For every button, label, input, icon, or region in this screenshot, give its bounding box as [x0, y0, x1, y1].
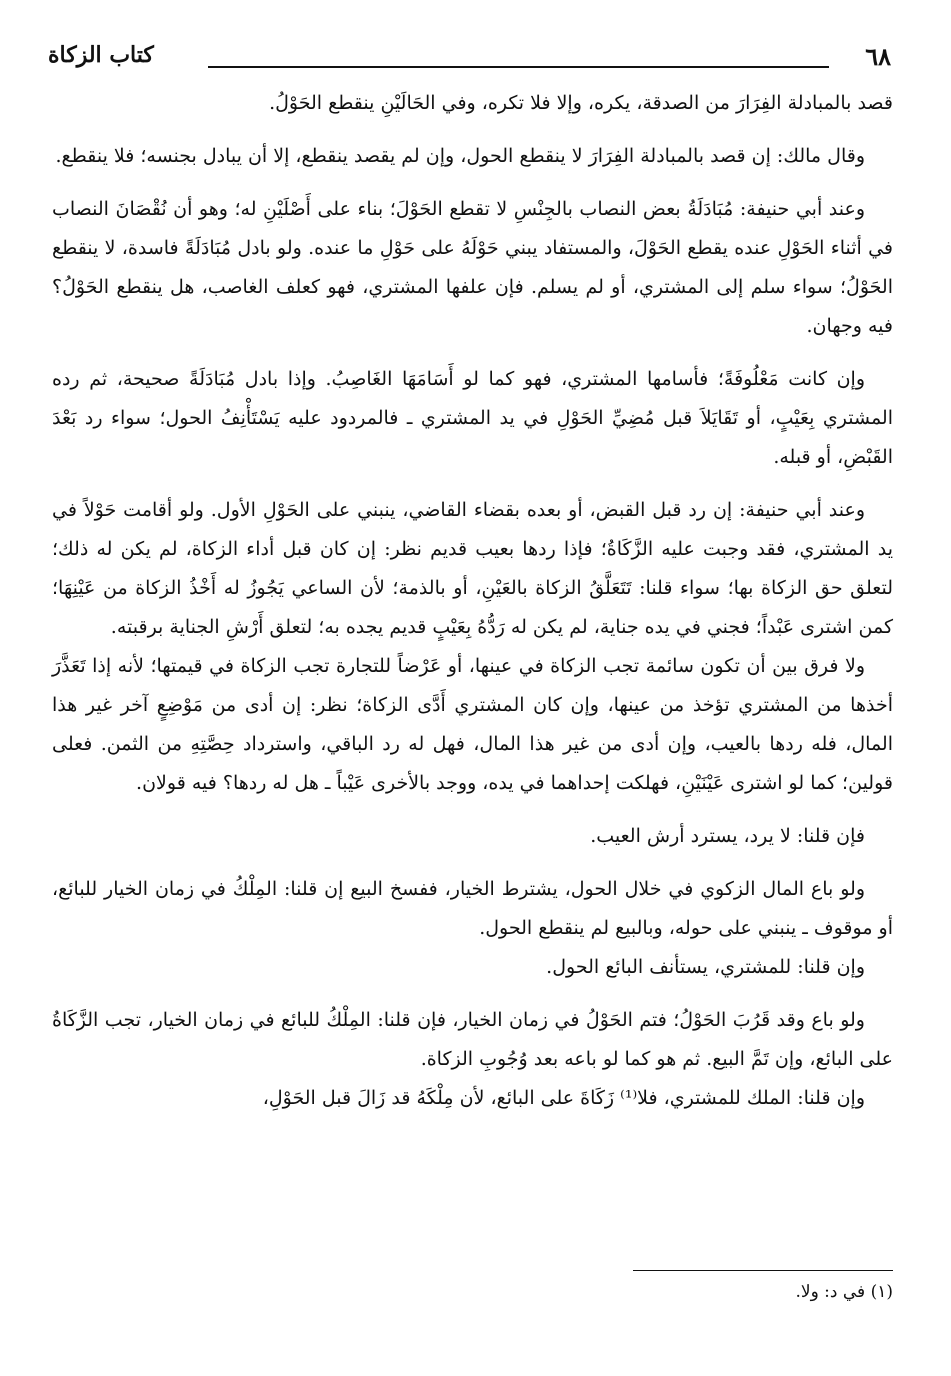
page-number: ٦٨ — [865, 42, 891, 71]
paragraph: وإن قلنا: الملك للمشتري، فلا⁽¹⁾ زَكَاةَ على البائع، لأن مِلْكَهُ قد زَالَ قبل الحَوْلِ، — [262, 1087, 865, 1109]
paragraph: قصد بالمبادلة الفِرَارَ من الصدقة، يكره، وإلا فلا تكره، وفي الحَالَيْنِ ينقطع الحَوْلُ. — [269, 92, 893, 114]
page-header — [48, 42, 891, 82]
paragraph: ولا فرق بين أن تكون سائمة تجب الزكاة في عينها، أو عَرْضاً للتجارة تجب الزكاة في قيمتها؛ لأنه إذا تَعَذَّرَ أخذها من المشتري تؤخذ من عينها، وإن كان المشتري أَدَّى الزكاة؛ نظر: إن أدى من مَوْضِعٍ آخر غير هذا المال، فله ردها بالعيب، وإن أدى من غير هذا المال، فهل له رد الباقي، واسترداد حِصَّتِهِ من الثمن. فعلى قولين؛ كما لو اشترى عَيْنَيْنِ، فهلكت إحداهما في يده، ووجد بالأخرى عَيْباً ـ هل له ردها؟ فيه قولان. — [52, 655, 893, 794]
header-rule — [208, 66, 829, 68]
paragraph: فإن قلنا: لا يرد، يسترد أرش العيب. — [590, 825, 865, 847]
paragraph: ولو باع المال الزكوي في خلال الحول، يشترط الخيار، ففسخ البيع إن قلنا: المِلْكُ في زمان الخيار للبائع، أو موقوف ـ ينبني على حوله، وبالبيع لم ينقطع الحول. — [52, 878, 893, 939]
paragraph: وإن قلنا: للمشتري، يستأنف البائع الحول. — [546, 956, 865, 978]
running-title: كتاب الزكاة — [48, 42, 154, 68]
paragraph: ولو باع وقد قَرُبَ الحَوْلُ؛ فتم الحَوْلُ في زمان الخيار، فإن قلنا: المِلْكُ للبائع في زمان الخيار، تجب الزَّكَاةُ على البائع، وإن تَمَّ البيع. ثم هو كما لو باعه بعد وُجُوبِ الزكاة. — [52, 1009, 893, 1070]
footnote-rule — [633, 1270, 893, 1271]
footnote: (١) في د: ولا. — [795, 1282, 893, 1302]
paragraph: وعند أبي حنيفة: مُبَادَلَةُ بعض النصاب بالجِنْسِ لا تقطع الحَوْلَ؛ بناء على أَصْلَيْنِ له؛ وهو أن نُقْصَانَ النصاب في أثناء الحَوْلِ عنده يقطع الحَوْلَ، والمستفاد يبني حَوْلَهُ على حَوْلِ ما عنده. ولو بادل مُبَادَلَةً فاسدة، لا ينقطع الحَوْلُ؛ سواء سلم إلى المشتري، أو لم يسلم. فإن علفها المشتري، فهو كعلف الغاصب، هل ينقطع الحَوْلُ؟ فيه وجهان. — [52, 198, 894, 337]
paragraph: وقال مالك: إن قصد بالمبادلة الفِرَارَ لا ينقطع الحول، وإن لم يقصد ينقطع، إلا أن يبادل بجنسه؛ فلا ينقطع. — [55, 145, 865, 167]
page-body — [52, 84, 893, 1118]
paragraph: وعند أبي حنيفة: إن رد قبل القبض، أو بعده بقضاء القاضي، ينبني على الحَوْلِ الأول. ولو أقامت حَوْلاً في يد المشتري، فقد وجبت عليه الزَّكَاةُ؛ فإذا ردها بعيب قديم نظر: إن كان قبل أداء الزكاة، لم يكن له ذلك؛ لتعلق حق الزكاة بها؛ سواء قلنا: تَتَعَلَّقُ الزكاة بالعَيْنِ، أو بالذمة؛ لأن الساعي يَجُوزُ له أَخْذُ الزكاة من عَيْنِهَا؛ كمن اشترى عَبْداً؛ فجني في يده جناية، لم يكن له رَدُّهُ بِعَيْبٍ قديم يجده به؛ لتعلق أَرْشِ الجناية برقبته. — [52, 499, 893, 638]
paragraph: وإن كانت مَعْلُوفَةً؛ فأسامها المشتري، فهو كما لو أَسَامَهَا الغَاصِبُ. وإذا بادل مُبَادَلَةً صحيحة، ثم رده المشتري بِعَيْبٍ، أو تَقَايَلاَ قبل مُضِيِّ الحَوْلِ في يد المشتري ـ فالمردود عليه يَسْتَأْنِفُ الحول؛ سواء رد بَعْدَ القَبْضِ، أو قبله. — [52, 368, 893, 468]
